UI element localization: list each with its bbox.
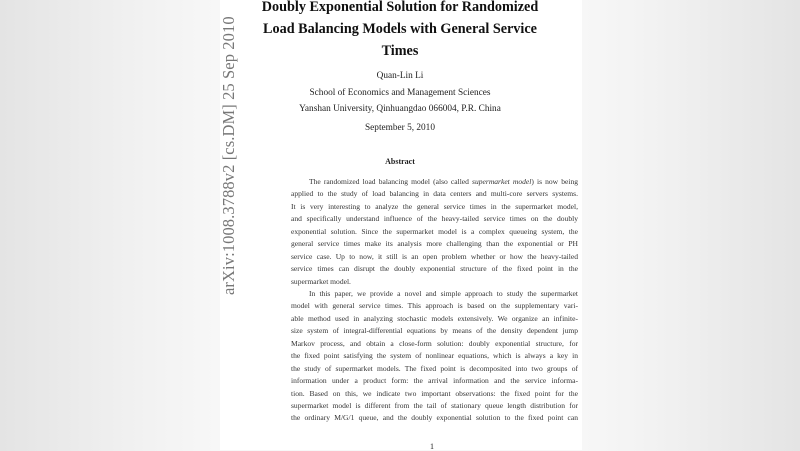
text-line: the fixed point satisfying the system of nonlinear equations, which is always a key in [291,351,578,361]
text-line: size system of integral-differential equations by means of the density dependent jump [291,326,578,336]
text-span: The randomized load balancing model (also called [309,177,473,186]
text-line: general service times make its analysis more challenging than the exponential or PH [291,239,578,249]
italic-term: supermarket model [472,177,532,186]
text-line: tion. Based on this, we indicate two important observations: the fixed point for the [291,388,578,398]
affiliation-university: Yanshan University, Qinhuangdao 066004, P.R. China [299,104,501,114]
text-line: supermarket model. [291,276,351,286]
paper-title [240,0,560,62]
text-line: Markov process, and obtain a close-form solution: doubly exponential structure, for [291,338,578,348]
text-line: able method used in analyzing stochastic models extensively. We organize an infinite- [291,313,578,323]
abstract-paragraph-1 [291,176,578,288]
abstract-heading: Abstract [385,157,415,166]
date: September 5, 2010 [365,123,435,133]
text-line: service times can disrupt the doubly exponential structure of the fixed point in the [291,264,578,274]
author: Quan-Lin Li [376,71,424,81]
page-number: 1 [430,442,434,451]
text-line: exponential solution. Since the supermarket model is a complex queueing system, the [291,226,578,236]
text-line: and specifically understand influence of the heavy-tailed service times on the doubly [291,214,578,224]
text-line: the ordinary M/G/1 queue, and the doubly exponential solution to the fixed point can [291,413,578,423]
text-line: supermarket model is different from the tail of stationary queue length distribution for [291,400,578,410]
abstract-paragraph-2 [291,288,578,425]
affiliation-school: School of Economics and Management Sciences [309,88,491,98]
title-line: Load Balancing Models with General Service [263,21,537,37]
text-line: the study of supermarket models. The fixed point is decomposited into two groups of [291,363,578,373]
text-line: It is very interesting to analyze the general service times in the supermarket model, [291,201,578,211]
text-line: In this paper, we provide a novel and simple approach to study the supermarket [309,289,578,298]
text-line: applied to the study of load balancing in data centers and multi-core servers systems. [291,189,578,199]
arxiv-stamp: arXiv:1008.3788v2 [cs.DM] 25 Sep 2010 [219,16,238,295]
title-line: Doubly Exponential Solution for Randomized [261,0,539,15]
text-line: information under a product form: the arrival information and the service informa- [291,376,578,386]
title-line: Times [381,43,419,59]
text-line [291,176,578,188]
text-span: ) is now being [531,177,578,186]
text-line: model with general service times. This approach is based on the supplementary vari- [291,301,578,311]
text-line: service case. Up to now, it still is an open problem whether or how the heavy-tailed [291,251,578,261]
